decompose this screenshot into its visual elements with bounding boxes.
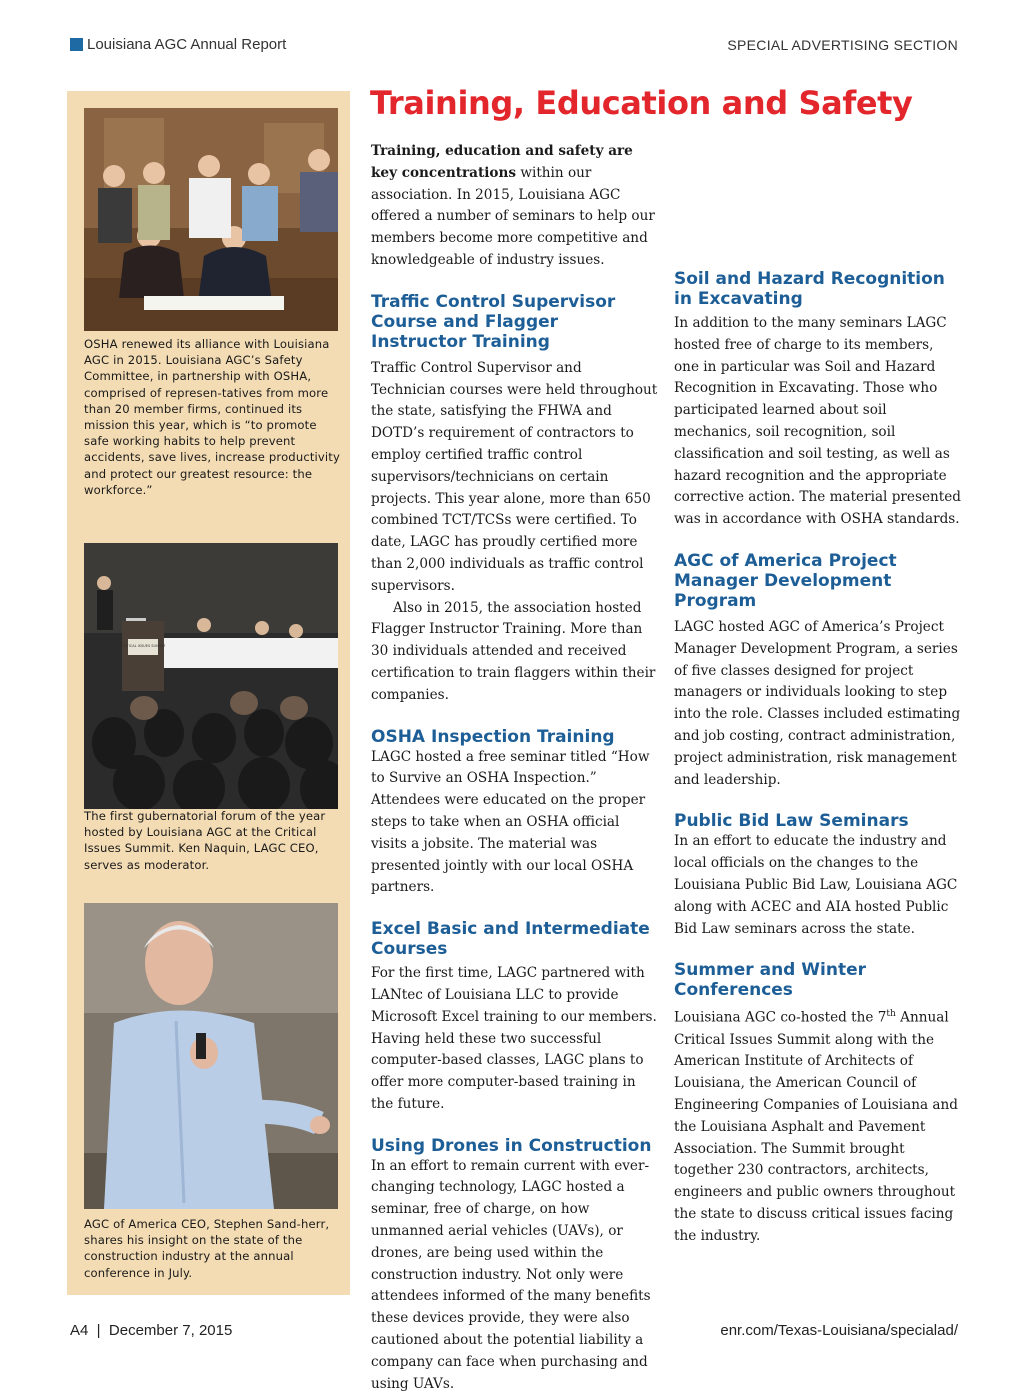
bid-law-paragraph: In an effort to educate the industry and local officials on the changes to the Louisiana Public Bid Law, Louisiana AGC along with ACEC and AIA hosted Public Bid Law seminars across the state. bbox=[674, 833, 958, 937]
podium-sign-text: CRITICAL ISSUES SUMMIT bbox=[120, 644, 166, 648]
conferences-text-a: Louisiana AGC co-hosted the 7 bbox=[674, 1009, 887, 1026]
photo-sandherr-speaking bbox=[84, 903, 338, 1209]
intro-rest: within our association. In 2015, Louisiana AGC offered a number of seminars to help our members become more competitive and knowledgeable of industry issues. bbox=[371, 164, 655, 268]
heading-traffic-control: Traffic Control Supervisor Course and Flagger Instructor Training bbox=[371, 291, 616, 352]
photo-osha-signing bbox=[84, 108, 338, 331]
heading-conferences: Summer and Winter Conferences bbox=[674, 960, 866, 1001]
publication-header bbox=[70, 36, 286, 53]
page-number-date: A4 | December 7, 2015 bbox=[70, 1322, 233, 1339]
photo-gubernatorial-forum bbox=[84, 543, 338, 809]
publication-name: Louisiana AGC Annual Report bbox=[87, 36, 287, 53]
photo-sidebar bbox=[67, 91, 350, 1295]
heading-pm-program: AGC of America Project Manager Development Program bbox=[674, 550, 897, 611]
osha-paragraph: LAGC hosted a free seminar titled “How to Survive an OSHA Inspection.” Attendees were educated on the proper steps to take when an OSHA official visits a jobsite. The material was presented jointly with our local OSHA partners. bbox=[371, 748, 650, 896]
photo-caption-osha: OSHA renewed its alliance with Louisiana AGC in 2015. Louisiana AGC’s Safety Committee, in partnership with OSHA, comprised of represen-tatives from more than 20 member firms, continued its mission this year, which is “to promote safe working habits to help prevent accidents, save lives, increase productivity and protect our greatest resource: the workforce.” bbox=[84, 337, 340, 497]
conferences-paragraph bbox=[674, 1004, 962, 1247]
photo-caption-forum: The first gubernatorial forum of the year hosted by Louisiana AGC at the Critical Issues Summit. Ken Naquin, LAGC CEO, serves as moderator. bbox=[84, 809, 326, 872]
intro-paragraph bbox=[371, 141, 659, 272]
heading-osha-inspection: OSHA Inspection Training bbox=[371, 726, 615, 747]
photo-caption-sandherr: AGC of America CEO, Stephen Sand-herr, shares his insight on the state of the construction industry at the annual conference in July. bbox=[84, 1217, 330, 1280]
pm-paragraph: LAGC hosted AGC of America’s Project Manager Development Program, a series of five classes designed for project managers or individuals looking to step into the role. Classes included estimating and job costing, contract administration, project administration, risk management and leadership. bbox=[674, 618, 961, 788]
page-title: Training, Education and Safety bbox=[370, 84, 913, 122]
conferences-text-b: Annual Critical Issues Summit along with the American Institute of Architects of Louisiana, the American Council of Engineering Companies of Louisiana and the Louisiana Asphalt and Pavement Association. The Summit brought together 230 contractors, architects, engineers and public owners throughout the state to discuss critical issues facing the industry. bbox=[674, 1009, 958, 1244]
intro-lead: Training, education and safety are key concentrations bbox=[371, 143, 633, 181]
heading-drones: Using Drones in Construction bbox=[371, 1135, 652, 1156]
drones-continued-spacer bbox=[674, 141, 962, 269]
heading-excel-courses: Excel Basic and Intermediate Courses bbox=[371, 919, 650, 960]
ordinal-suffix: th bbox=[886, 1009, 896, 1020]
excel-paragraph: For the first time, LAGC partnered with LANtec of Louisiana LLC to provide Microsoft Excel training to our members. Having held these two successful computer-based classes, LAGC plans to offer more computer-based training in the future. bbox=[371, 965, 657, 1112]
soil-paragraph: In addition to the many seminars LAGC hosted free of charge to its members, one in particular was Soil and Hazard Recognition in Excavating. Those who participated learned about soil mechanics, soil recognition, soil classification and soil testing, as well as hazard recognition and the appropriate corrective action. The material presented was in accordance with OSHA standards. bbox=[674, 315, 961, 528]
heading-bid-law: Public Bid Law Seminars bbox=[674, 811, 909, 832]
header-square-icon bbox=[70, 38, 83, 51]
drones-paragraph: In an effort to remain current with ever-changing technology, LAGC hosted a seminar, free of charge, on how unmanned aerial vehicles (UAVs), or drones, are being used within the construction industry. Not only were attendees informed of the many benefits these devices provide, they were also cautioned about the potential liability a company can face when purchasing and using UAVs. bbox=[371, 1157, 651, 1392]
article-column-1 bbox=[371, 141, 659, 1395]
heading-soil-hazard: Soil and Hazard Recognition in Excavating bbox=[674, 269, 945, 309]
footer-url: enr.com/Texas-Louisiana/specialad/ bbox=[720, 1322, 958, 1339]
section-label: SPECIAL ADVERTISING SECTION bbox=[727, 37, 958, 53]
traffic-paragraph-2: Also in 2015, the association hosted Flagger Instructor Training. More than 30 individuals attended and received certification to train flaggers within their companies. bbox=[371, 599, 656, 703]
traffic-paragraph-1: Traffic Control Supervisor and Technician courses were held throughout the state, satisfying the FHWA and DOTD’s requirement of contractors to employ certified traffic control supervisors/technicians on certain projects. This year alone, more than 650 combined TCT/TCSs were certified. To date, LAGC has proudly certified more than 2,000 individuals as traffic control supervisors. bbox=[371, 359, 658, 594]
article-column-2 bbox=[674, 141, 962, 1248]
